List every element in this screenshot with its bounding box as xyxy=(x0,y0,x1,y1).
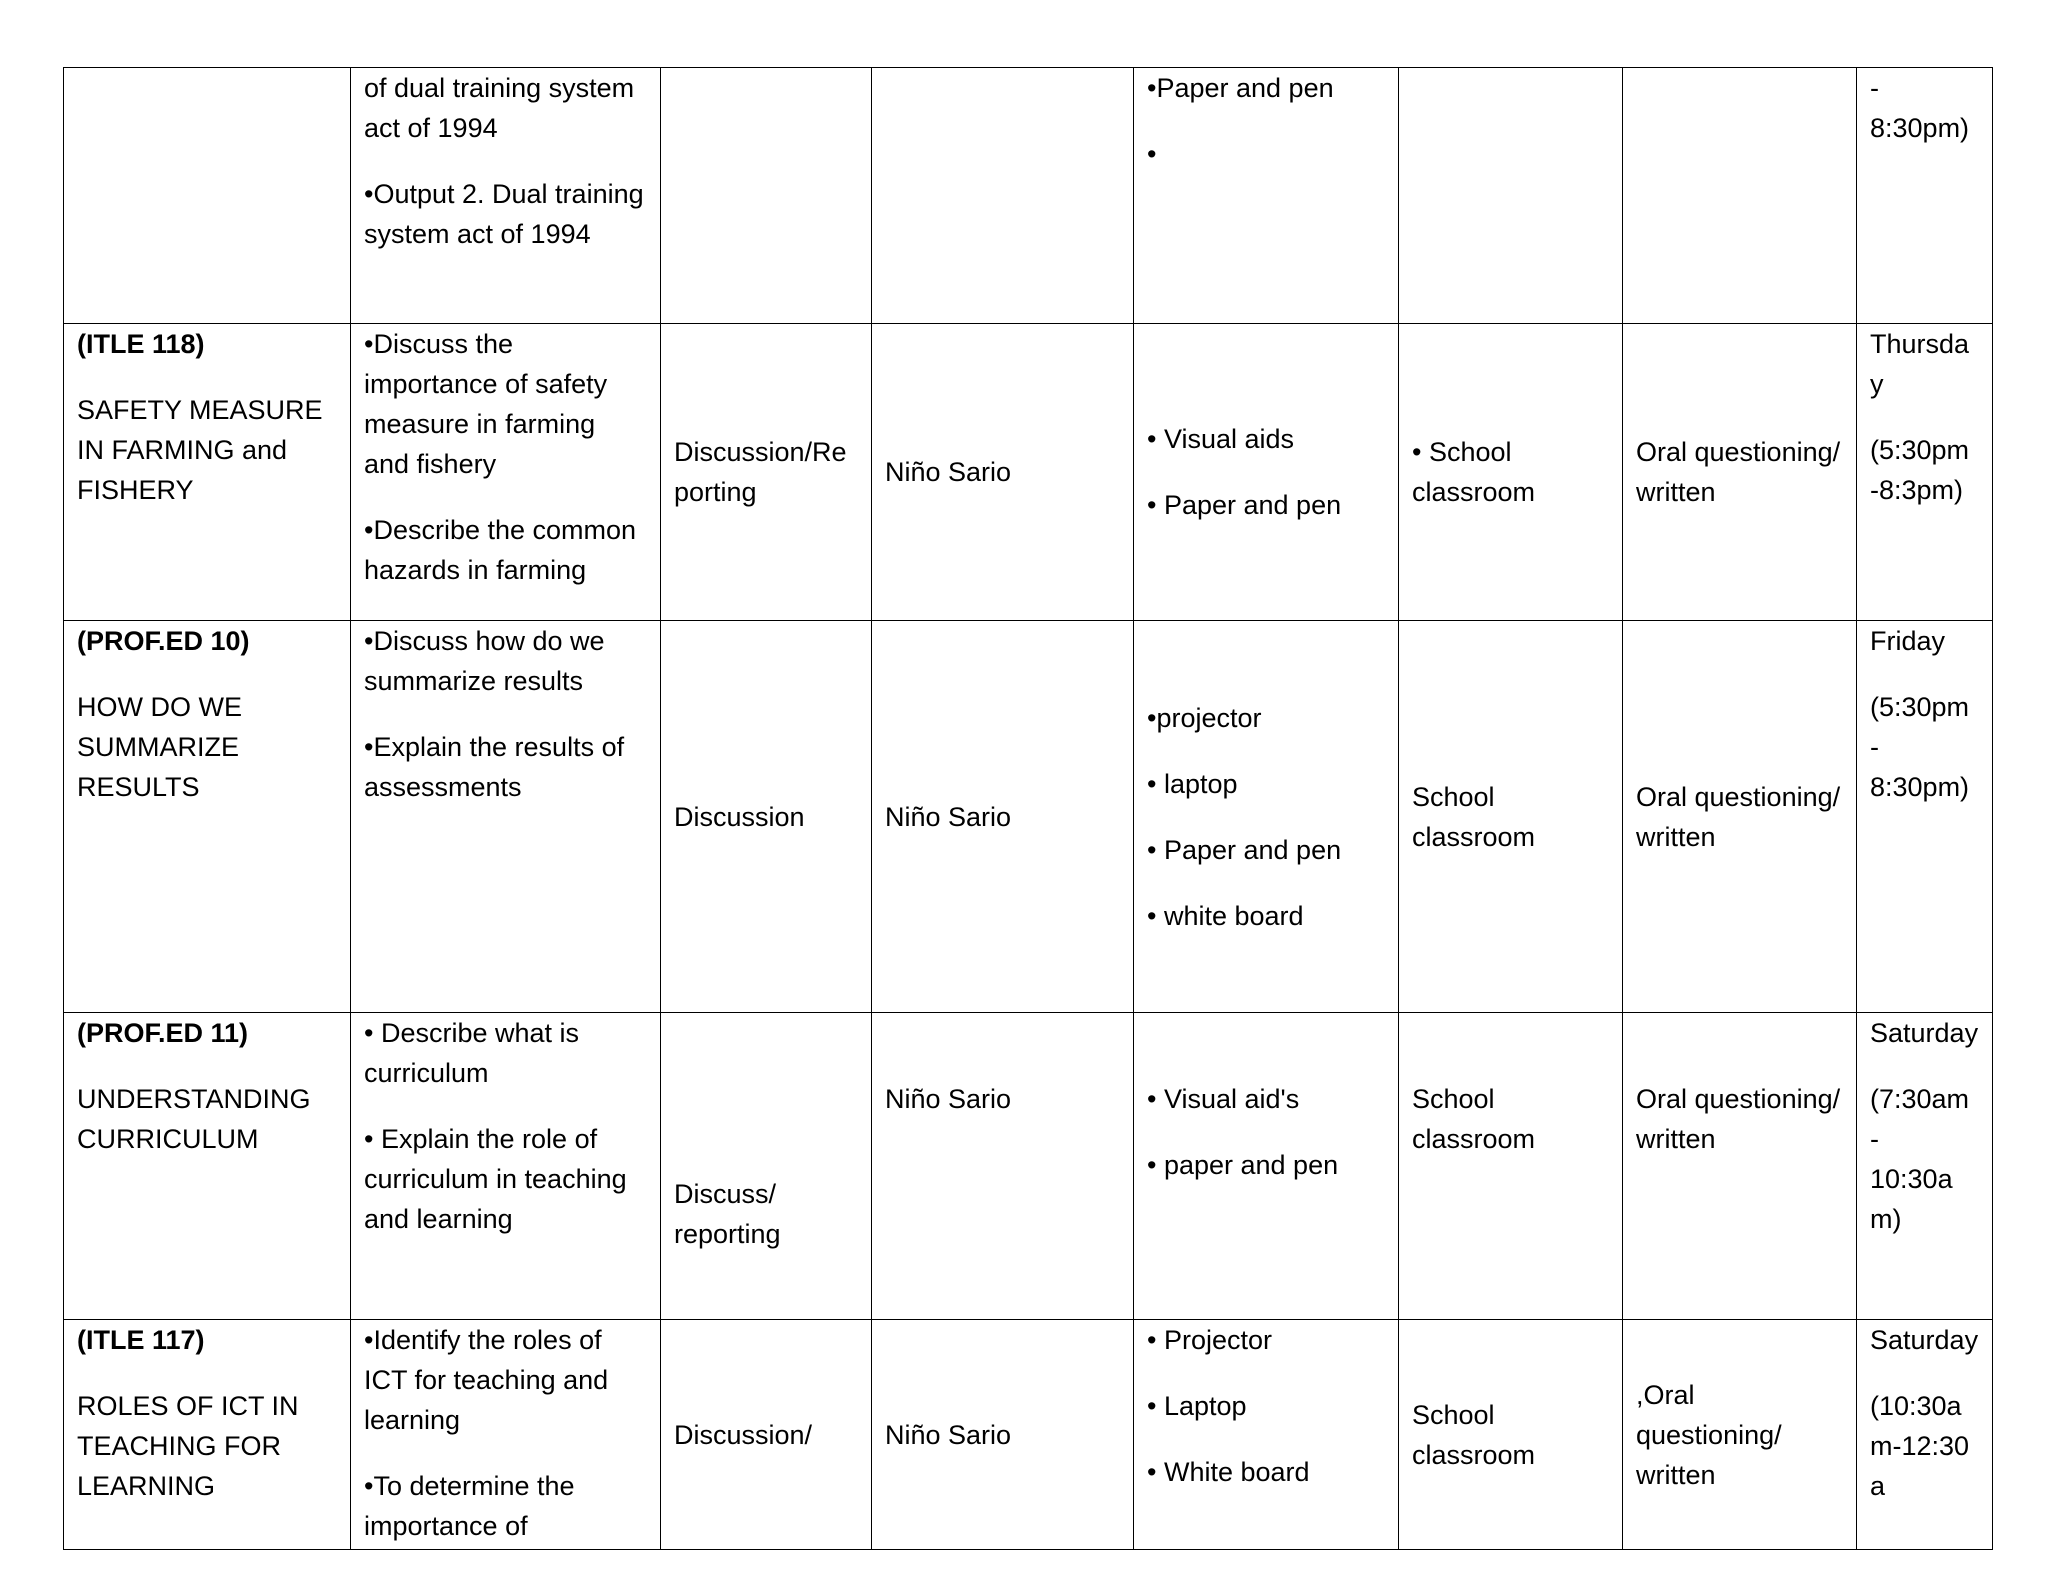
materials-cell xyxy=(1134,1013,1399,1320)
course-cell xyxy=(64,68,351,324)
material-item: • White board xyxy=(1147,1457,1310,1487)
schedule-cell xyxy=(1857,1320,1993,1550)
course-title: UNDERSTANDING CURRICULUM xyxy=(77,1084,311,1154)
strategy-cell xyxy=(661,1320,872,1550)
teacher-name: Niño Sario xyxy=(885,801,1012,832)
objectives-cell xyxy=(351,1013,661,1320)
table-row xyxy=(64,1013,1993,1320)
objectives-cell xyxy=(351,621,661,1013)
schedule-time: (7:30am - 10:30am) xyxy=(1870,1084,1970,1234)
assessment-text: Oral questioning/ written xyxy=(1636,437,1841,507)
objective-item: •Discuss how do we summarize results xyxy=(364,626,605,696)
schedule-cell xyxy=(1857,621,1993,1013)
venue-text: School classroom xyxy=(1412,781,1536,852)
schedule-day: Saturday xyxy=(1870,1018,1979,1048)
objective-item: •Discuss the importance of safety measure in farming and fishery xyxy=(364,329,608,479)
venue-cell xyxy=(1399,324,1623,621)
material-item: •Paper and pen xyxy=(1147,73,1334,103)
material-item: • Laptop xyxy=(1147,1391,1247,1421)
assessment-cell xyxy=(1623,324,1857,621)
strategy-cell xyxy=(661,1013,872,1320)
objective-item: •Describe the common hazards in farming xyxy=(364,515,637,585)
objective-item: •Output 2. Dual training system act of 1994 xyxy=(364,179,644,249)
material-item: • laptop xyxy=(1147,768,1238,799)
material-item: • Paper and pen xyxy=(1147,834,1342,865)
schedule-cell xyxy=(1857,1013,1993,1320)
course-cell xyxy=(64,324,351,621)
objective-item: of dual training system act of 1994 xyxy=(364,73,635,143)
strategy-cell xyxy=(661,621,872,1013)
materials-cell xyxy=(1134,621,1399,1013)
schedule-cell xyxy=(1857,68,1993,324)
teacher-cell xyxy=(872,621,1134,1013)
materials-cell xyxy=(1134,324,1399,621)
course-cell xyxy=(64,1320,351,1550)
venue-cell xyxy=(1399,68,1623,324)
teacher-name: Niño Sario xyxy=(885,1419,1012,1450)
material-item: • paper and pen xyxy=(1147,1150,1339,1180)
table-row xyxy=(64,1320,1993,1550)
course-cell xyxy=(64,1013,351,1320)
objective-item: • Describe what is curriculum xyxy=(364,1018,580,1088)
schedule-table-page xyxy=(63,67,1992,1550)
teacher-cell xyxy=(872,1320,1134,1550)
schedule-time: (5:30pm - 8:30pm) xyxy=(1870,692,1970,802)
teacher-name: Niño Sario xyxy=(885,457,1012,487)
course-title: ROLES OF ICT IN TEACHING FOR LEARNING xyxy=(77,1391,299,1501)
schedule-time: (10:30am-12:30a xyxy=(1870,1391,1970,1501)
teacher-name: Niño Sario xyxy=(885,1084,1012,1114)
venue-text: • School classroom xyxy=(1412,437,1536,507)
assessment-cell xyxy=(1623,1013,1857,1320)
table-row xyxy=(64,621,1993,1013)
schedule-table xyxy=(63,67,1993,1550)
material-item: • Visual aids xyxy=(1147,424,1295,454)
schedule-day: Thursday xyxy=(1870,329,1970,399)
venue-text: School classroom xyxy=(1412,1399,1536,1470)
venue-cell xyxy=(1399,1320,1623,1550)
strategy-text: Discuss/ reporting xyxy=(674,1178,781,1249)
venue-cell xyxy=(1399,621,1623,1013)
assessment-text: ,Oral questioning/ written xyxy=(1636,1379,1782,1490)
material-item: • Visual aid's xyxy=(1147,1084,1300,1114)
course-code: (ITLE 118) xyxy=(77,329,205,359)
schedule-day: Saturday xyxy=(1870,1325,1979,1355)
objectives-cell xyxy=(351,68,661,324)
objective-item: •Explain the results of assessments xyxy=(364,732,625,802)
objectives-cell xyxy=(351,1320,661,1550)
assessment-text: Oral questioning/ written xyxy=(1636,1084,1841,1154)
schedule-day: Friday xyxy=(1870,626,1946,656)
course-code: (PROF.ED 10) xyxy=(77,626,250,656)
material-item: • xyxy=(1147,139,1157,169)
materials-cell xyxy=(1134,1320,1399,1550)
strategy-text: Discussion xyxy=(674,801,805,832)
course-title: HOW DO WE SUMMARIZE RESULTS xyxy=(77,692,242,802)
course-code: (ITLE 117) xyxy=(77,1325,205,1355)
strategy-cell xyxy=(661,68,872,324)
objective-item: •To determine the importance of xyxy=(364,1471,575,1541)
objective-item: •Identify the roles of ICT for teaching and learning xyxy=(364,1325,609,1435)
venue-cell xyxy=(1399,1013,1623,1320)
strategy-cell xyxy=(661,324,872,621)
schedule-time: - 8:30pm) xyxy=(1870,73,1970,143)
material-item: •projector xyxy=(1147,702,1262,733)
material-item: • Paper and pen xyxy=(1147,490,1342,520)
material-item: • white board xyxy=(1147,900,1304,931)
objective-item: • Explain the role of curriculum in teaching and learning xyxy=(364,1124,627,1234)
assessment-cell xyxy=(1623,621,1857,1013)
strategy-text: Discussion/Reporting xyxy=(674,437,847,507)
material-item: • Projector xyxy=(1147,1325,1272,1355)
course-cell xyxy=(64,621,351,1013)
table-row xyxy=(64,68,1993,324)
course-title: SAFETY MEASURE IN FARMING and FISHERY xyxy=(77,395,323,505)
schedule-time: (5:30pm -8:3pm) xyxy=(1870,435,1970,505)
strategy-text: Discussion/ xyxy=(674,1419,813,1450)
teacher-cell xyxy=(872,324,1134,621)
assessment-cell xyxy=(1623,1320,1857,1550)
schedule-cell xyxy=(1857,324,1993,621)
assessment-cell xyxy=(1623,68,1857,324)
course-code: (PROF.ED 11) xyxy=(77,1018,249,1048)
teacher-cell xyxy=(872,1013,1134,1320)
assessment-text: Oral questioning/ written xyxy=(1636,781,1841,852)
table-row xyxy=(64,324,1993,621)
teacher-cell xyxy=(872,68,1134,324)
objectives-cell xyxy=(351,324,661,621)
venue-text: School classroom xyxy=(1412,1084,1536,1154)
materials-cell xyxy=(1134,68,1399,324)
